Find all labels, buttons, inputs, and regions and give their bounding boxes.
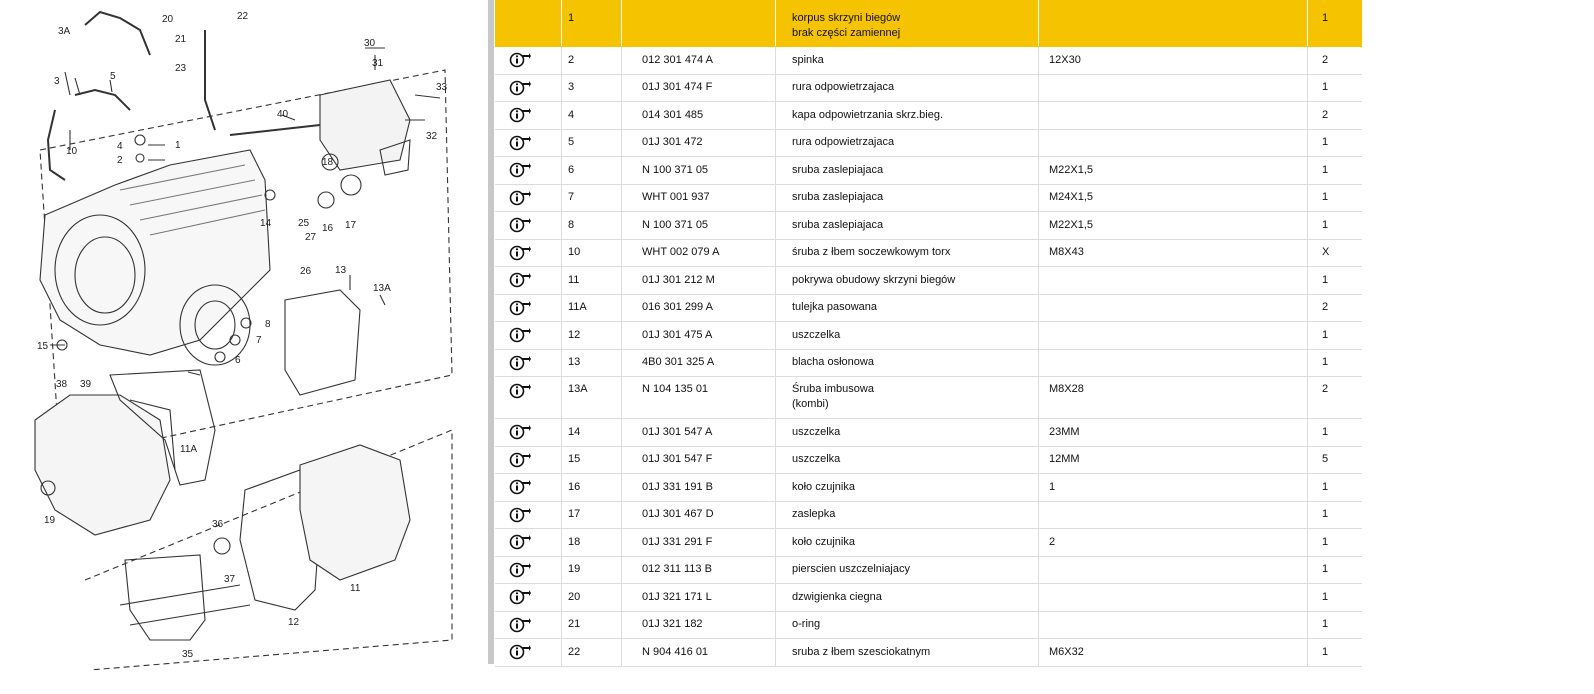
callout-27: 27 [305, 232, 317, 243]
table-row[interactable] [495, 639, 1362, 667]
info-arrow-icon[interactable] [509, 451, 531, 469]
table-row[interactable] [495, 474, 1362, 502]
position-cell: 6 [561, 157, 621, 184]
quantity-cell: 1 [1307, 130, 1362, 157]
quantity-cell: 1 [1307, 212, 1362, 239]
description-cell: pokrywa obudowy skrzyni biegów [775, 267, 1038, 294]
part-number-cell: WHT 002 079 A [621, 240, 775, 267]
position-cell: 4 [561, 102, 621, 129]
position-cell: 3 [561, 75, 621, 102]
position-cell: 19 [561, 557, 621, 584]
info-arrow-icon[interactable] [509, 588, 531, 606]
description-cell: uszczelka [775, 447, 1038, 474]
position-cell: 14 [561, 419, 621, 446]
info-arrow-icon[interactable] [509, 354, 531, 372]
callout-10-top: 10 [66, 146, 78, 157]
callout-21: 21 [175, 34, 187, 45]
quantity-cell: 1 [1307, 474, 1362, 501]
part-number-cell: 01J 301 474 F [621, 75, 775, 102]
remark-cell: M22X1,5 [1038, 212, 1307, 239]
description-cell: śruba z łbem soczewkowym torx [775, 240, 1038, 267]
description-cell: sruba zaslepiajaca [775, 157, 1038, 184]
remark-cell: 12X30 [1038, 47, 1307, 74]
table-row[interactable] [495, 212, 1362, 240]
description-cell: uszczelka [775, 322, 1038, 349]
part-number-cell: 01J 301 547 F [621, 447, 775, 474]
info-icon-cell[interactable] [495, 157, 561, 184]
info-icon-cell[interactable] [495, 102, 561, 129]
transmission-diagram [0, 0, 462, 670]
table-row[interactable] [495, 75, 1362, 103]
callout-1: 1 [175, 140, 181, 151]
info-icon-cell[interactable] [495, 612, 561, 639]
position-cell: 15 [561, 447, 621, 474]
info-arrow-icon[interactable] [509, 561, 531, 579]
callout-36: 36 [212, 519, 224, 530]
table-row[interactable] [495, 157, 1362, 185]
panel-separator[interactable] [488, 0, 494, 664]
quantity-cell: 1 [1307, 584, 1362, 611]
info-icon-cell[interactable] [495, 75, 561, 102]
remark-cell: 12MM [1038, 447, 1307, 474]
info-arrow-icon[interactable] [509, 643, 531, 661]
info-icon-cell[interactable] [495, 295, 561, 322]
remark-cell [1038, 557, 1307, 584]
part-number-cell: 01J 301 472 [621, 130, 775, 157]
table-row[interactable] [495, 295, 1362, 323]
part-number-cell: 016 301 299 A [621, 295, 775, 322]
part-number-cell: 01J 321 182 [621, 612, 775, 639]
table-row[interactable] [495, 377, 1362, 419]
callout-38: 38 [56, 379, 68, 390]
part-number-cell: 014 301 485 [621, 102, 775, 129]
description-cell: uszczelka [775, 419, 1038, 446]
remark-cell [1038, 295, 1307, 322]
quantity-cell: 1 [1307, 529, 1362, 556]
callout-14: 14 [260, 218, 272, 229]
info-arrow-icon[interactable] [509, 423, 531, 441]
quantity-cell: 1 [1307, 612, 1362, 639]
info-arrow-icon[interactable] [509, 299, 531, 317]
remark-cell [1038, 584, 1307, 611]
position-cell: 11A [561, 295, 621, 322]
quantity-cell: X [1307, 240, 1362, 267]
part-number-cell: WHT 001 937 [621, 185, 775, 212]
part-number-cell: N 904 416 01 [621, 639, 775, 666]
remark-cell [1038, 267, 1307, 294]
remark-cell: 2 [1038, 529, 1307, 556]
callout-25: 25 [298, 218, 310, 229]
info-icon-cell[interactable] [495, 529, 561, 556]
part-number-cell: 01J 331 191 B [621, 474, 775, 501]
quantity-cell: 2 [1307, 377, 1362, 418]
position-cell: 21 [561, 612, 621, 639]
table-row[interactable] [495, 612, 1362, 640]
callout-39: 39 [80, 379, 92, 390]
part-number-cell: N 100 371 05 [621, 212, 775, 239]
position-cell: 11 [561, 267, 621, 294]
table-row[interactable] [495, 529, 1362, 557]
callout-6: 6 [235, 355, 241, 366]
callout-7: 7 [256, 335, 262, 346]
info-arrow-icon[interactable] [509, 382, 531, 400]
info-arrow-icon[interactable] [509, 271, 531, 289]
position-cell: 22 [561, 639, 621, 666]
callout-31: 31 [372, 58, 384, 69]
part-number-cell: 01J 331 291 F [621, 529, 775, 556]
table-row[interactable] [495, 102, 1362, 130]
description-cell: o-ring [775, 612, 1038, 639]
remark-cell [1038, 612, 1307, 639]
callout-26: 26 [300, 266, 312, 277]
parts-table [495, 0, 1362, 667]
info-icon-cell[interactable] [495, 185, 561, 212]
quantity-cell: 1 [1307, 322, 1362, 349]
table-row[interactable] [495, 557, 1362, 585]
callout-30: 30 [364, 38, 376, 49]
part-number-cell: 012 311 113 B [621, 557, 775, 584]
info-arrow-icon[interactable] [509, 478, 531, 496]
position-cell: 17 [561, 502, 621, 529]
table-row[interactable] [495, 502, 1362, 530]
table-row-selected[interactable] [495, 0, 1362, 47]
callout-3: 3 [54, 76, 60, 87]
info-icon-cell[interactable] [495, 419, 561, 446]
info-icon-cell[interactable] [495, 350, 561, 377]
part-number-cell [621, 0, 775, 46]
remark-cell [1038, 350, 1307, 377]
remark-cell: 23MM [1038, 419, 1307, 446]
callout-19: 19 [44, 515, 56, 526]
callout-13A: 13A [373, 283, 391, 294]
callout-13: 13 [335, 265, 347, 276]
info-icon-cell[interactable] [495, 267, 561, 294]
info-arrow-icon[interactable] [509, 506, 531, 524]
quantity-cell: 1 [1307, 350, 1362, 377]
description-cell: Śruba imbusowa (kombi) [775, 377, 1038, 418]
info-icon-cell[interactable] [495, 240, 561, 267]
quantity-cell: 1 [1307, 267, 1362, 294]
part-number-cell: N 104 135 01 [621, 377, 775, 418]
callout-11A: 11A [180, 444, 198, 455]
description-cell: koło czujnika [775, 474, 1038, 501]
quantity-cell: 1 [1307, 639, 1362, 666]
remark-cell: M8X43 [1038, 240, 1307, 267]
quantity-cell: 1 [1307, 75, 1362, 102]
description-cell: rura odpowietrzajaca [775, 130, 1038, 157]
info-icon-cell[interactable] [495, 502, 561, 529]
position-cell: 13 [561, 350, 621, 377]
info-icon-cell[interactable] [495, 447, 561, 474]
part-number-cell: 01J 301 467 D [621, 502, 775, 529]
callout-40: 40 [277, 109, 289, 120]
description-cell: sruba z łbem szesciokatnym [775, 639, 1038, 666]
remark-cell [1038, 130, 1307, 157]
info-arrow-icon[interactable] [509, 326, 531, 344]
part-number-cell: 01J 301 547 A [621, 419, 775, 446]
callout-4: 4 [117, 141, 123, 152]
callout-18: 18 [322, 157, 334, 168]
description-cell: blacha osłonowa [775, 350, 1038, 377]
description-cell: dzwigienka ciegna [775, 584, 1038, 611]
info-arrow-icon[interactable] [509, 216, 531, 234]
info-icon-cell[interactable] [495, 130, 561, 157]
description-cell: rura odpowietrzajaca [775, 75, 1038, 102]
callout-3A: 3A [58, 26, 71, 37]
position-cell: 5 [561, 130, 621, 157]
description-cell: sruba zaslepiajaca [775, 212, 1038, 239]
info-icon-cell[interactable] [495, 557, 561, 584]
remark-cell: 1 [1038, 474, 1307, 501]
info-arrow-icon[interactable] [509, 134, 531, 152]
table-row[interactable] [495, 240, 1362, 268]
table-row[interactable] [495, 447, 1362, 475]
remark-cell: M6X32 [1038, 639, 1307, 666]
info-icon-cell[interactable] [495, 639, 561, 666]
callout-37: 37 [224, 574, 236, 585]
part-number-cell: N 100 371 05 [621, 157, 775, 184]
description-cell: zaslepka [775, 502, 1038, 529]
info-icon-cell[interactable] [495, 474, 561, 501]
callout-16: 16 [322, 223, 334, 234]
info-arrow-icon[interactable] [509, 106, 531, 124]
info-icon-cell[interactable] [495, 322, 561, 349]
callout-5: 5 [110, 71, 116, 82]
part-number-cell: 01J 321 171 L [621, 584, 775, 611]
quantity-cell: 1 [1307, 502, 1362, 529]
description-cell: korpus skrzyni biegów brak części zamiennej [775, 0, 1038, 46]
callout-11: 11 [350, 583, 361, 594]
header-icon-cell [495, 0, 561, 46]
callout-12: 12 [288, 617, 300, 628]
info-icon-cell[interactable] [495, 212, 561, 239]
callout-23: 23 [175, 63, 187, 74]
part-number-cell: 4B0 301 325 A [621, 350, 775, 377]
description-cell: tulejka pasowana [775, 295, 1038, 322]
info-arrow-icon[interactable] [509, 189, 531, 207]
table-row[interactable] [495, 130, 1362, 158]
remark-cell [1038, 0, 1307, 46]
table-row[interactable] [495, 584, 1362, 612]
info-arrow-icon[interactable] [509, 533, 531, 551]
description-cell: sruba zaslepiajaca [775, 185, 1038, 212]
callout-20: 20 [162, 14, 174, 25]
quantity-cell: 2 [1307, 102, 1362, 129]
description-cell: spinka [775, 47, 1038, 74]
position-cell: 18 [561, 529, 621, 556]
quantity-cell: 1 [1307, 419, 1362, 446]
position-cell: 12 [561, 322, 621, 349]
position-cell: 8 [561, 212, 621, 239]
position-cell: 1 [561, 0, 621, 46]
position-cell: 2 [561, 47, 621, 74]
callout-35: 35 [182, 649, 194, 660]
callout-22: 22 [237, 11, 249, 22]
info-arrow-icon[interactable] [509, 244, 531, 262]
callout-33: 33 [436, 82, 448, 93]
table-row[interactable] [495, 419, 1362, 447]
table-row[interactable] [495, 322, 1362, 350]
remark-cell: M24X1,5 [1038, 185, 1307, 212]
part-number-cell: 012 301 474 A [621, 47, 775, 74]
quantity-cell: 1 [1307, 157, 1362, 184]
position-cell: 13A [561, 377, 621, 418]
description-cell: kapa odpowietrzania skrz.bieg. [775, 102, 1038, 129]
info-arrow-icon[interactable] [509, 51, 531, 69]
callout-17: 17 [345, 220, 357, 231]
exploded-diagram [0, 0, 462, 670]
table-row[interactable] [495, 47, 1362, 75]
position-cell: 16 [561, 474, 621, 501]
table-row[interactable] [495, 267, 1362, 295]
info-arrow-icon[interactable] [509, 616, 531, 634]
position-cell: 7 [561, 185, 621, 212]
callout-2: 2 [117, 155, 123, 166]
remark-cell [1038, 102, 1307, 129]
quantity-cell: 2 [1307, 47, 1362, 74]
quantity-cell: 5 [1307, 447, 1362, 474]
callout-15: 15 [37, 341, 49, 352]
quantity-cell: 1 [1307, 557, 1362, 584]
info-icon-cell[interactable] [495, 47, 561, 74]
callout-8: 8 [265, 319, 271, 330]
quantity-cell: 1 [1307, 185, 1362, 212]
part-number-cell: 01J 301 212 M [621, 267, 775, 294]
callout-32: 32 [426, 131, 438, 142]
remark-cell [1038, 322, 1307, 349]
description-cell: pierscien uszczelniajacy [775, 557, 1038, 584]
info-icon-cell[interactable] [495, 377, 561, 418]
position-cell: 20 [561, 584, 621, 611]
remark-cell [1038, 502, 1307, 529]
info-arrow-icon[interactable] [509, 161, 531, 179]
remark-cell [1038, 75, 1307, 102]
table-row[interactable] [495, 185, 1362, 213]
remark-cell: M8X28 [1038, 377, 1307, 418]
remark-cell: M22X1,5 [1038, 157, 1307, 184]
position-cell: 10 [561, 240, 621, 267]
table-row[interactable] [495, 350, 1362, 378]
info-arrow-icon[interactable] [509, 79, 531, 97]
quantity-cell: 2 [1307, 295, 1362, 322]
quantity-cell: 1 [1307, 0, 1362, 46]
table-body [495, 47, 1362, 667]
part-number-cell: 01J 301 475 A [621, 322, 775, 349]
description-cell: koło czujnika [775, 529, 1038, 556]
info-icon-cell[interactable] [495, 584, 561, 611]
